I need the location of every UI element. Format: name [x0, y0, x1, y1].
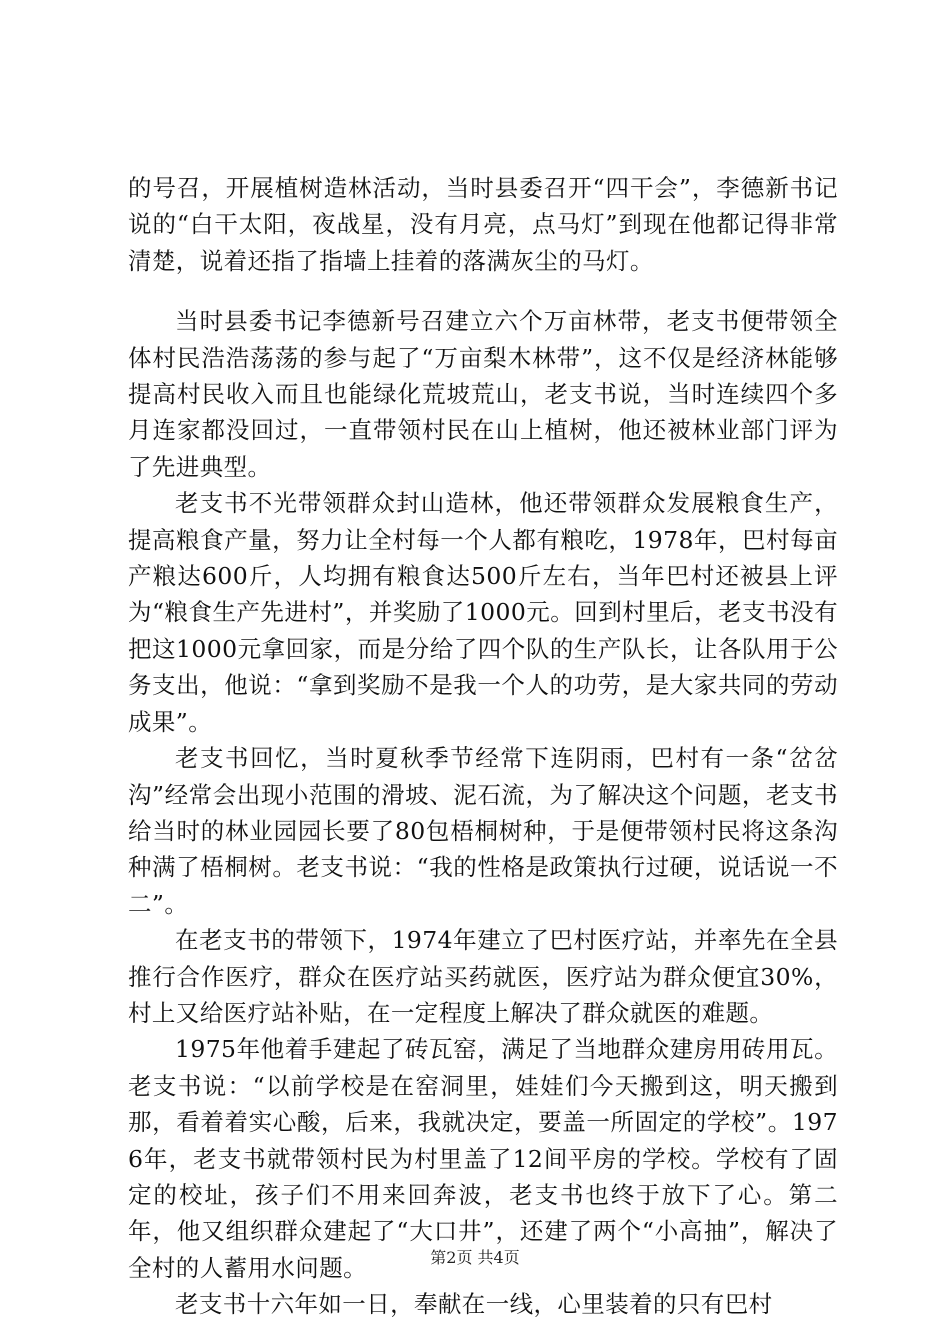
paragraph-7: 老支书十六年如一日，奉献在一线，心里装着的只有巴村 — [175, 1290, 773, 1319]
document-body — [128, 170, 838, 1323]
page-footer: 第2页 共4页 — [430, 1248, 520, 1267]
paragraph-2: 当时县委书记李德新号召建立六个万亩林带，老支书便带领全体村民浩浩荡荡的参与起了“万亩梨木林带”，这不仅是经济林能够提高村民收入而且也能绿化荒坡荒山，老支书说，当时连续四个多月连家都没回过，一直带领村民在山上植树，他还被林业部门评为了先进典型。 — [128, 307, 838, 481]
paragraph-1: 的号召，开展植树造林活动，当时县委召开“四干会”，李德新书记说的“白干太阳，夜战星，没有月亮，点马灯”到现在他都记得非常清楚，说着还指了指墙上挂着的落满灰尘的马灯。 — [128, 174, 838, 275]
paragraph-4: 老支书回忆，当时夏秋季节经常下连阴雨，巴村有一条“岔岔沟”经常会出现小范围的滑坡、泥石流，为了解决这个问题，老支书给当时的林业园园长要了80包梧桐树种，于是便带领村民将这条沟种满了梧桐树。老支书说：“我的性格是政策执行过硬，说话说一不二”。 — [128, 744, 838, 918]
paragraph-5: 在老支书的带领下，1974年建立了巴村医疗站，并率先在全县推行合作医疗，群众在医疗站买药就医，医疗站为群众便宜30%，村上又给医疗站补贴，在一定程度上解决了群众就医的难题。 — [128, 926, 838, 1027]
paragraph-3: 老支书不光带领群众封山造林，他还带领群众发展粮食生产，提高粮食产量，努力让全村每一个人都有粮吃，1978年，巴村每亩产粮达600斤，人均拥有粮食达500斤左右，当年巴村还被县上评为“粮食生产先进村”，并奖励了1000元。回到村里后，老支书没有把这1000元拿回家，而是分给了四个队的生产队长，让各队用于公务支出，他说：“拿到奖励不是我一个人的功劳，是大家共同的劳动成果”。 — [128, 489, 838, 736]
paragraph-6: 1975年他着手建起了砖瓦窑，满足了当地群众建房用砖用瓦。老支书说：“以前学校是在窑洞里，娃娃们今天搬到这，明天搬到那，看着着实心酸，后来，我就决定，要盖一所固定的学校”。1976年，老支书就带领村民为村里盖了12间平房的学校。学校有了固定的校址，孩子们不用来回奔波，老支书也终于放下了心。第二年，他又组织群众建起了“大口井”，还建了两个“小高抽”，解决了全村的人蓄用水问题。 — [128, 1035, 838, 1282]
